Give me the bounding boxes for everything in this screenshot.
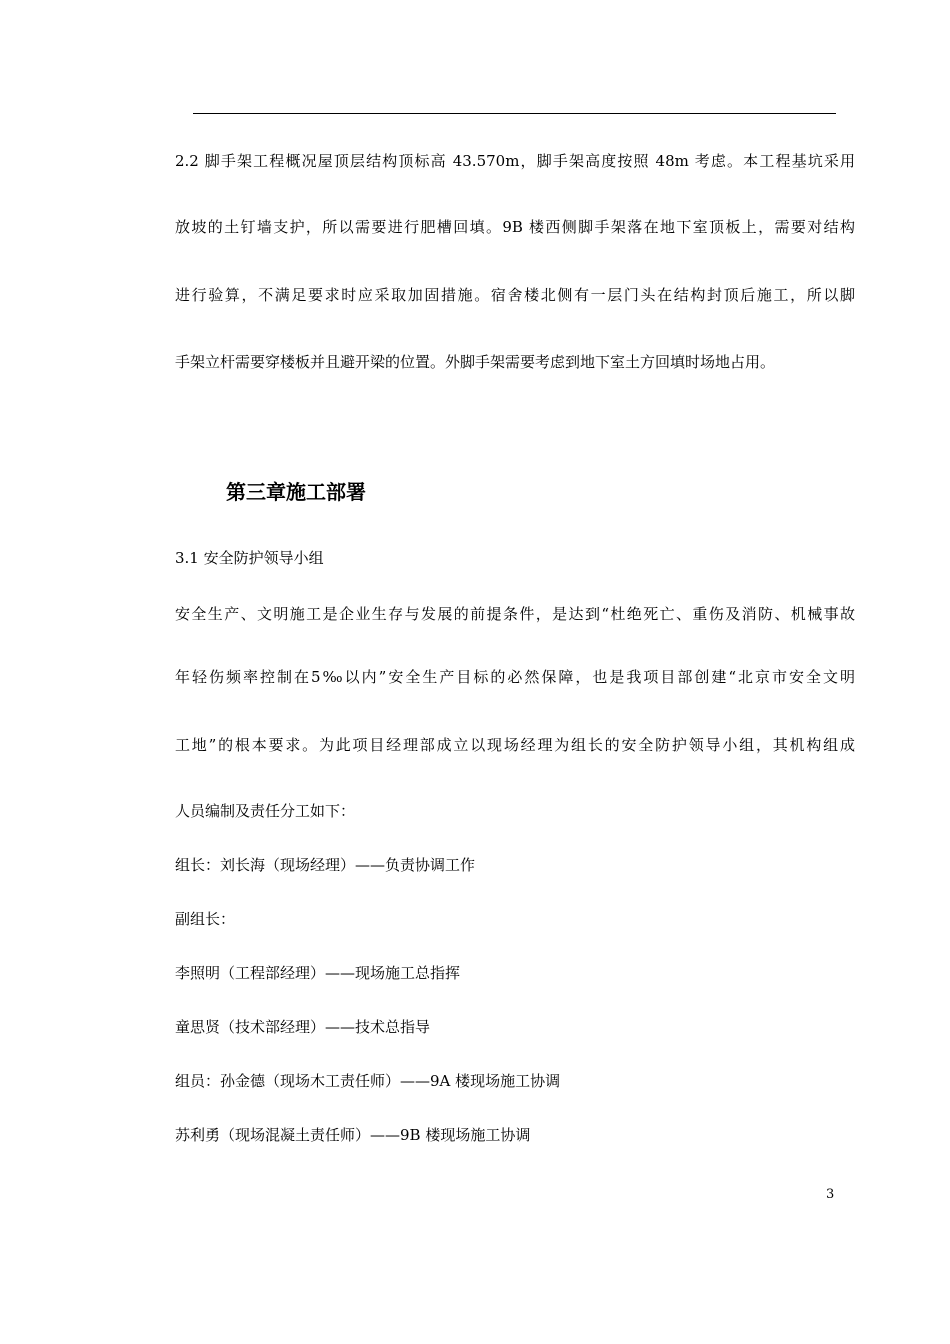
section-3-1-paragraph-line-3: 工地”的根本要求。为此项目经理部成立以现场经理为组长的安全防护领导小组，其机构组成 [175,736,855,754]
member-team-1: 组员：孙金德（现场木工责任师）——9A 楼现场施工协调 [175,1072,561,1090]
section-2-2-line-4: 手架立杆需要穿楼板并且避开梁的位置。外脚手架需要考虑到地下室土方回填时场地占用。 [175,353,776,371]
member-deputy-label: 副组长： [175,910,236,928]
member-leader: 组长：刘长海（现场经理）——负责协调工作 [175,856,476,874]
section-3-1-paragraph-line-4: 人员编制及责任分工如下： [175,802,356,820]
section-3-1-paragraph-line-2: 年轻伤频率控制在5‰以内”安全生产目标的必然保障，也是我项目部创建“北京市安全文明 [175,668,855,686]
member-deputy-1: 李照明（工程部经理）——现场施工总指挥 [175,964,461,982]
header-rule [193,113,836,114]
section-2-2-line-3: 进行验算，不满足要求时应采取加固措施。宿舍楼北侧有一层门头在结构封顶后施工，所以脚 [175,286,855,304]
member-team-2: 苏利勇（现场混凝土责任师）——9B 楼现场施工协调 [175,1126,531,1144]
page-number: 3 [826,1187,835,1202]
section-3-1-paragraph-line-1: 安全生产、文明施工是企业生存与发展的前提条件，是达到“杜绝死亡、重伤及消防、机械事故 [175,605,855,623]
section-3-1-heading: 3.1 安全防护领导小组 [175,549,324,567]
member-deputy-2: 童思贤（技术部经理）——技术总指导 [175,1018,431,1036]
chapter-title: 第三章施工部署 [226,480,366,504]
section-2-2-line-2: 放坡的土钉墙支护，所以需要进行肥槽回填。9B 楼西侧脚手架落在地下室顶板上，需要对结构 [175,218,855,236]
section-2-2-line-1: 2.2 脚手架工程概况屋顶层结构顶标高 43.570m，脚手架高度按照 48m 考虑。本工程基坑采用 [175,152,855,170]
